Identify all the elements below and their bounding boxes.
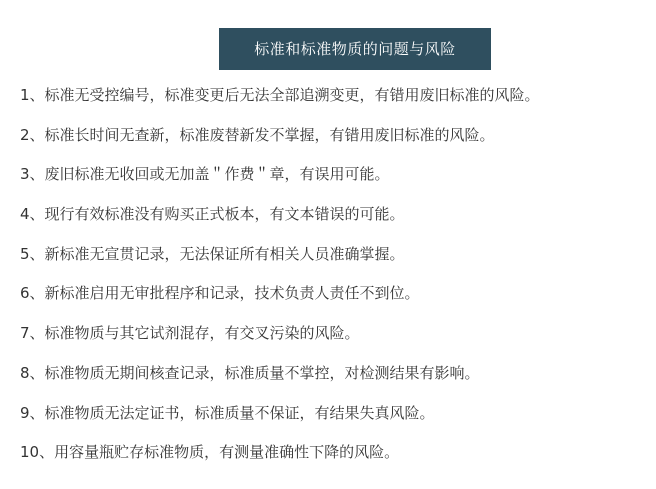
list-item: 8、标准物质无期间核查记录，标准质量不掌控，对检测结果有影响。 (20, 363, 480, 382)
page-title: 标准和标准物质的问题与风险 (219, 28, 491, 70)
list-item: 9、标准物质无法定证书，标准质量不保证，有结果失真风险。 (20, 403, 435, 422)
list-item: 2、标准长时间无查新，标准废替新发不掌握，有错用废旧标准的风险。 (20, 125, 495, 144)
list-item: 5、新标准无宣贯记录，无法保证所有相关人员准确掌握。 (20, 244, 405, 263)
list-item: 7、标准物质与其它试剂混存，有交叉污染的风险。 (20, 324, 360, 343)
risk-list (20, 78, 650, 475)
list-item: 4、现行有效标准没有购买正式板本，有文本错误的可能。 (20, 205, 405, 224)
list-item: 1、标准无受控编号，标准变更后无法全部追溯变更，有错用废旧标准的风险。 (20, 86, 540, 104)
list-item: 10、用容量瓶贮存标准物质，有测量准确性下降的风险。 (20, 443, 400, 462)
list-item: 3、废旧标准无收回或无加盖＂作费＂章，有误用可能。 (20, 165, 390, 184)
list-item: 6、新标准启用无审批程序和记录，技术负责人责任不到位。 (20, 284, 420, 303)
